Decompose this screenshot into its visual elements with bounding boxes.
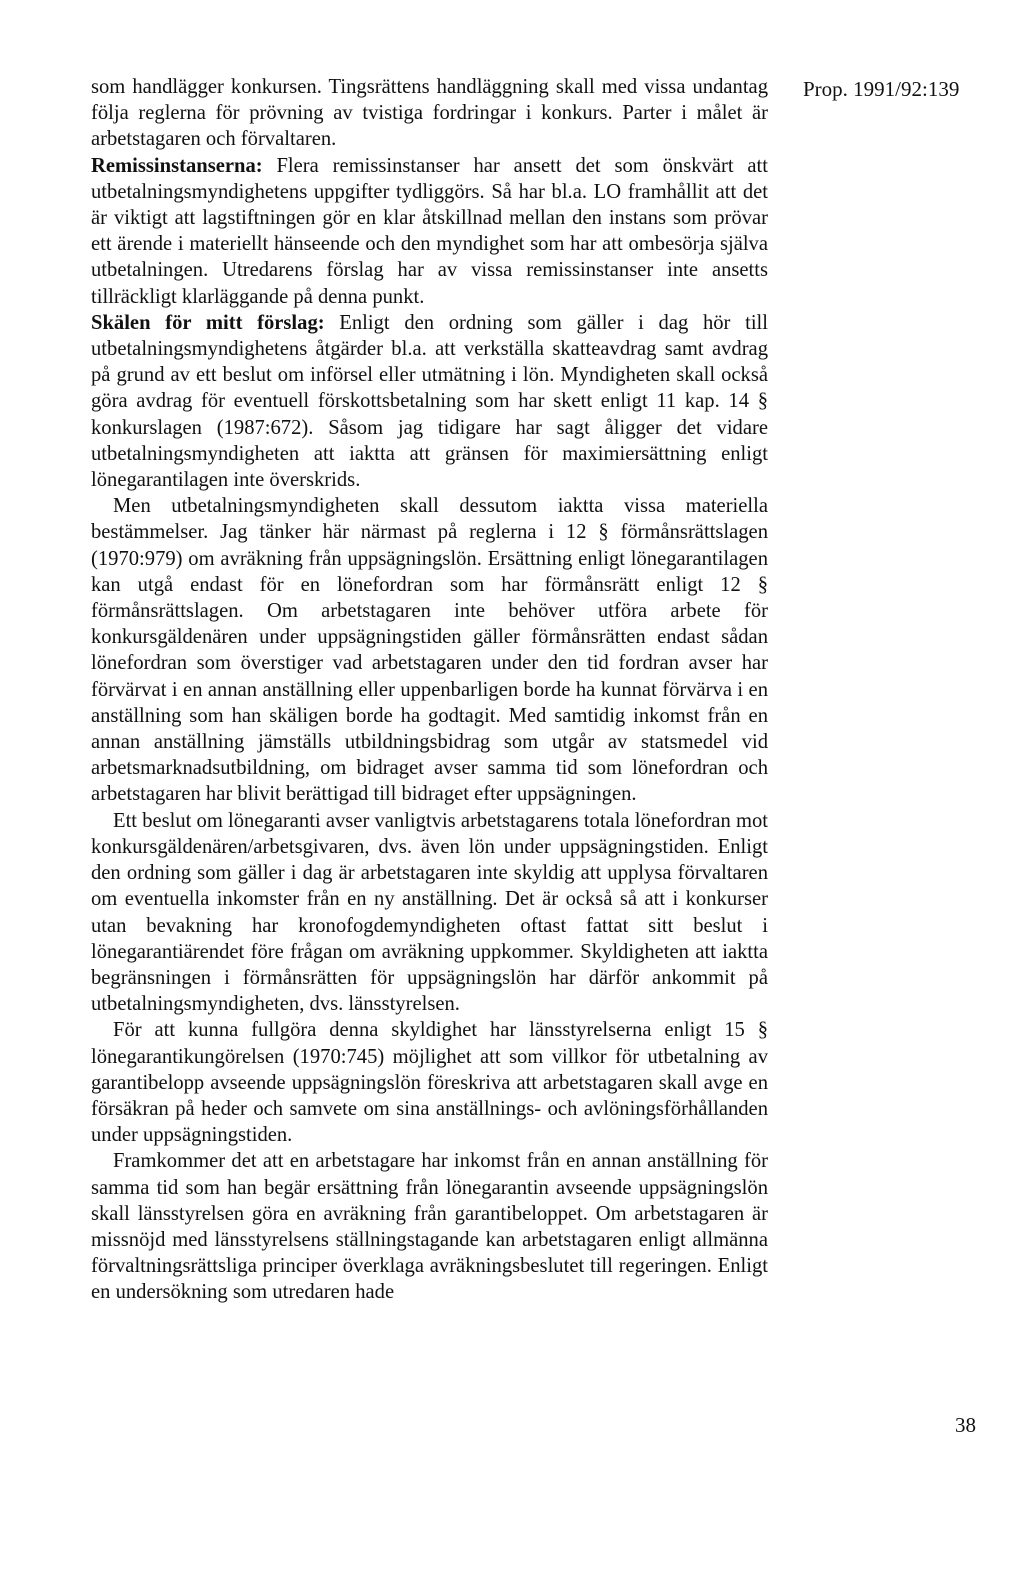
paragraph-1: som handlägger konkursen. Tingsrättens handläggning skall med vissa undantag följa reglerna för prövning av tvistiga fordringar i konkurs. Parter i målet är arbetstagaren och förvaltaren. (91, 76, 768, 151)
paragraph-4: Men utbetalningsmyndigheten skall dessutom iaktta vissa materiella bestämmelser. Jag tänker här närmast på reglerna i 12 § förmånsrättslagen (1970:979) om avräkning från uppsägningslön. Ersättning enligt lönegarantilagen kan utgå endast för en lönefordran som har förmånsrätt enligt 12 § förmånsrättslagen. Om arbetstagaren inte behöver utföra arbete för konkursgäldenären under uppsägningstiden gäller förmånsrätten endast sådan lönefordran som överstiger vad arbetstagaren under den tid fordran avser har förvärvat i en annan anställning eller uppenbarligen borde ha kunnat förvärva i en anställning som han skäligen borde ha godtagit. Med samtidig inkomst från en annan anställning jämställs utbildningsbidrag som utgår av statsmedel vid arbetsmarknadsutbildning, om bidraget avser samma tid som lönefordran och arbetstagaren har blivit berättigad till bidraget efter uppsägningen. (91, 495, 768, 806)
paragraph-7: Framkommer det att en arbetstagare har inkomst från en annan anställning för samma tid som han begär ersättning från lönegarantin avseende uppsägningslön skall länsstyrelsen göra en avräkning från garantibeloppet. Om arbetstagaren är missnöjd med länsstyrelsens ställningstagande kan arbetstagaren enligt allmänna förvaltningsrättsliga principer överklaga avräkningsbeslutet till regeringen. Enligt en undersökning som utredaren hade (91, 1150, 768, 1304)
page-number: 38 (955, 1413, 976, 1437)
paragraph-3 (91, 310, 768, 493)
paragraph-2 (91, 153, 768, 310)
paragraph-3-text: Enligt den ordning som gäller i dag hör till utbetalningsmyndighetens åtgärder bl.a. att verkställa skatteavdrag samt avdrag på grund av ett beslut om införsel eller utmätning i lön. Myndigheten skall också göra avdrag för eventuell förskottsbetalning som har skett enligt 11 kap. 14 § konkurslagen (1987:672). Såsom jag tidigare har sagt åligger det vidare utbetalningsmyndigheten att iaktta att gränsen för maximiersättning enligt lönegarantilagen inte överskrids. (91, 311, 768, 492)
paragraph-5: Ett beslut om lönegaranti avser vanligtvis arbetstagarens totala lönefordran mot konkursgäldenären/arbetsgivaren, dvs. även lön under uppsägningstiden. Enligt den ordning som gäller i dag är arbetstagaren inte skyldig att upplysa förvaltaren om eventuella inkomster från en ny anställning. Det är också så att i konkurser utan bevakning har kronofogdemyndigheten oftast fattat sitt beslut i lönegarantiärendet före frågan om avräkning uppkommer. Skyldigheten att iaktta begränsningen i förmånsrätten för uppsägningslön har därför ankommit på utbetalningsmyndigheten, dvs. länsstyrelsen. (91, 809, 768, 1016)
paragraph-2-text: Flera remissinstanser har ansett det som önskvärt att utbetalningsmyndighetens uppgifter tydliggörs. Så har bl.a. LO framhållit att det är viktigt att lagstiftningen gör en klar åtskillnad mellan den instans som prövar ett ärende i materiellt hänseende och den myndighet som har att ombesörja själva utbetalningen. Utredarens förslag har av vissa remissinstanser inte ansetts tillräckligt klarläggande på denna punkt. (91, 154, 768, 308)
document-reference: Prop. 1991/92:139 (803, 77, 960, 101)
paragraph-6: För att kunna fullgöra denna skyldighet har länsstyrelserna enligt 15 § lönegarantikungörelsen (1970:745) möjlighet att som villkor för utbetalning av garantibelopp avseende uppsägningslön föreskriva att arbetstagaren skall avge en försäkran på heder och samvete om sina anställnings- och avlöningsförhållanden under uppsägningstiden. (91, 1019, 768, 1147)
body-text (91, 74, 768, 1306)
paragraph-2-lead: Remissinstanserna: (91, 154, 263, 177)
paragraph-3-lead: Skälen för mitt förslag: (91, 311, 325, 334)
